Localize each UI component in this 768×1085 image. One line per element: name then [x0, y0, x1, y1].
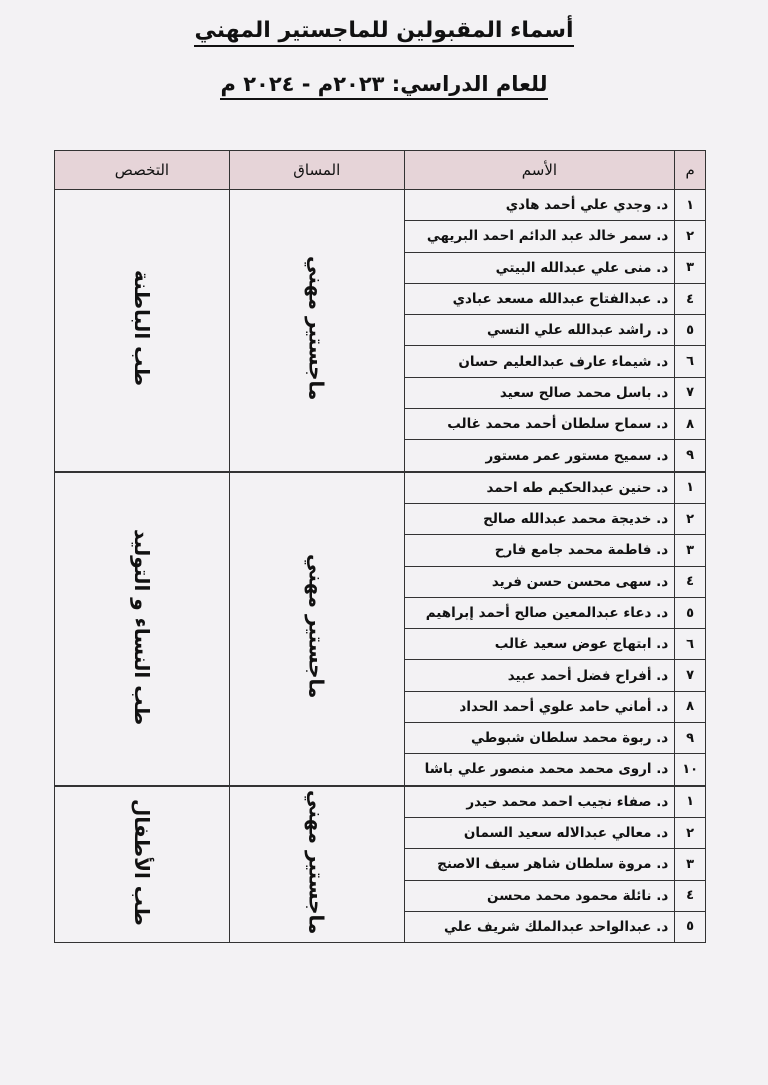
- student-name: د. منى علي عبدالله البيتي: [404, 252, 675, 283]
- student-name: د. اروى محمد محمد منصور علي باشا: [404, 754, 675, 786]
- row-number: ٢: [675, 817, 706, 848]
- academic-year-subtitle: للعام الدراسي: ٢٠٢٣م - ٢٠٢٤ م: [0, 72, 768, 96]
- header-specialty: التخصص: [55, 151, 230, 190]
- student-name: د. خديجة محمد عبدالله صالح: [404, 503, 675, 534]
- student-name: د. سماح سلطان أحمد محمد غالب: [404, 409, 675, 440]
- student-name: د. أفراح فضل أحمد عبيد: [404, 660, 675, 691]
- table-row: [55, 190, 706, 221]
- student-name: د. حنين عبدالحكيم طه احمد: [404, 472, 675, 504]
- row-number: ٥: [675, 911, 706, 942]
- row-number: ٣: [675, 252, 706, 283]
- student-name: د. نائلة محمود محمد محسن: [404, 880, 675, 911]
- row-number: ٩: [675, 440, 706, 472]
- row-number: ٤: [675, 880, 706, 911]
- student-name: د. دعاء عبدالمعين صالح أحمد إبراهيم: [404, 597, 675, 628]
- student-name: د. ربوة محمد سلطان شبوطي: [404, 723, 675, 754]
- row-number: ٦: [675, 346, 706, 377]
- track-cell: [229, 190, 404, 472]
- student-name: د. شيماء عارف عبدالعليم حسان: [404, 346, 675, 377]
- row-number: ٧: [675, 660, 706, 691]
- track-label: ماجستير مهني: [304, 554, 329, 699]
- specialty-cell: [55, 190, 230, 472]
- page-title: أسماء المقبولين للماجستير المهني: [0, 18, 768, 43]
- student-name: د. مروة سلطان شاهر سيف الاصنج: [404, 849, 675, 880]
- table-row: [55, 472, 706, 504]
- table-row: [55, 786, 706, 818]
- student-name: د. راشد عبدالله علي النسي: [404, 315, 675, 346]
- specialty-cell: [55, 472, 230, 786]
- row-number: ٧: [675, 377, 706, 408]
- specialty-label: طب الأطفال: [129, 798, 154, 926]
- track-cell: [229, 472, 404, 786]
- row-number: ١: [675, 190, 706, 221]
- row-number: ١: [675, 472, 706, 504]
- row-number: ٥: [675, 597, 706, 628]
- specialty-label: طب الباطنة: [129, 270, 154, 387]
- student-name: د. عبدالفتاح عبدالله مسعد عبادي: [404, 283, 675, 314]
- row-number: ٢: [675, 503, 706, 534]
- row-number: ٩: [675, 723, 706, 754]
- accepted-students-table: [54, 150, 706, 943]
- student-name: د. باسل محمد صالح سعيد: [404, 377, 675, 408]
- specialty-cell: [55, 786, 230, 943]
- header-track: المساق: [229, 151, 404, 190]
- student-name: د. ابتهاج عوض سعيد غالب: [404, 629, 675, 660]
- student-name: د. سمر خالد عبد الدائم احمد البريهي: [404, 221, 675, 252]
- student-name: د. صفاء نجيب احمد محمد حيدر: [404, 786, 675, 818]
- row-number: ٨: [675, 409, 706, 440]
- student-name: د. أماني حامد علوي أحمد الحداد: [404, 691, 675, 722]
- row-number: ٥: [675, 315, 706, 346]
- row-number: ٣: [675, 535, 706, 566]
- student-name: د. وجدي علي أحمد هادي: [404, 190, 675, 221]
- student-name: د. سميح مستور عمر مستور: [404, 440, 675, 472]
- student-name: د. معالي عبدالاله سعيد السمان: [404, 817, 675, 848]
- track-label: ماجستير مهني: [304, 256, 329, 401]
- header-name: الأسم: [404, 151, 675, 190]
- row-number: ٢: [675, 221, 706, 252]
- specialty-label: طب النساء و التوليد: [129, 528, 154, 725]
- table-body: [55, 190, 706, 943]
- student-name: د. فاطمة محمد جامع فارح: [404, 535, 675, 566]
- student-name: د. عبدالواحد عبدالملك شريف علي: [404, 911, 675, 942]
- row-number: ٤: [675, 283, 706, 314]
- student-name: د. سهى محسن حسن فريد: [404, 566, 675, 597]
- row-number: ٤: [675, 566, 706, 597]
- row-number: ٣: [675, 849, 706, 880]
- row-number: ٦: [675, 629, 706, 660]
- row-number: ١٠: [675, 754, 706, 786]
- table-header-row: [55, 151, 706, 190]
- track-label: ماجستير مهني: [304, 790, 329, 935]
- track-cell: [229, 786, 404, 943]
- row-number: ١: [675, 786, 706, 818]
- row-number: ٨: [675, 691, 706, 722]
- header-number: م: [675, 151, 706, 190]
